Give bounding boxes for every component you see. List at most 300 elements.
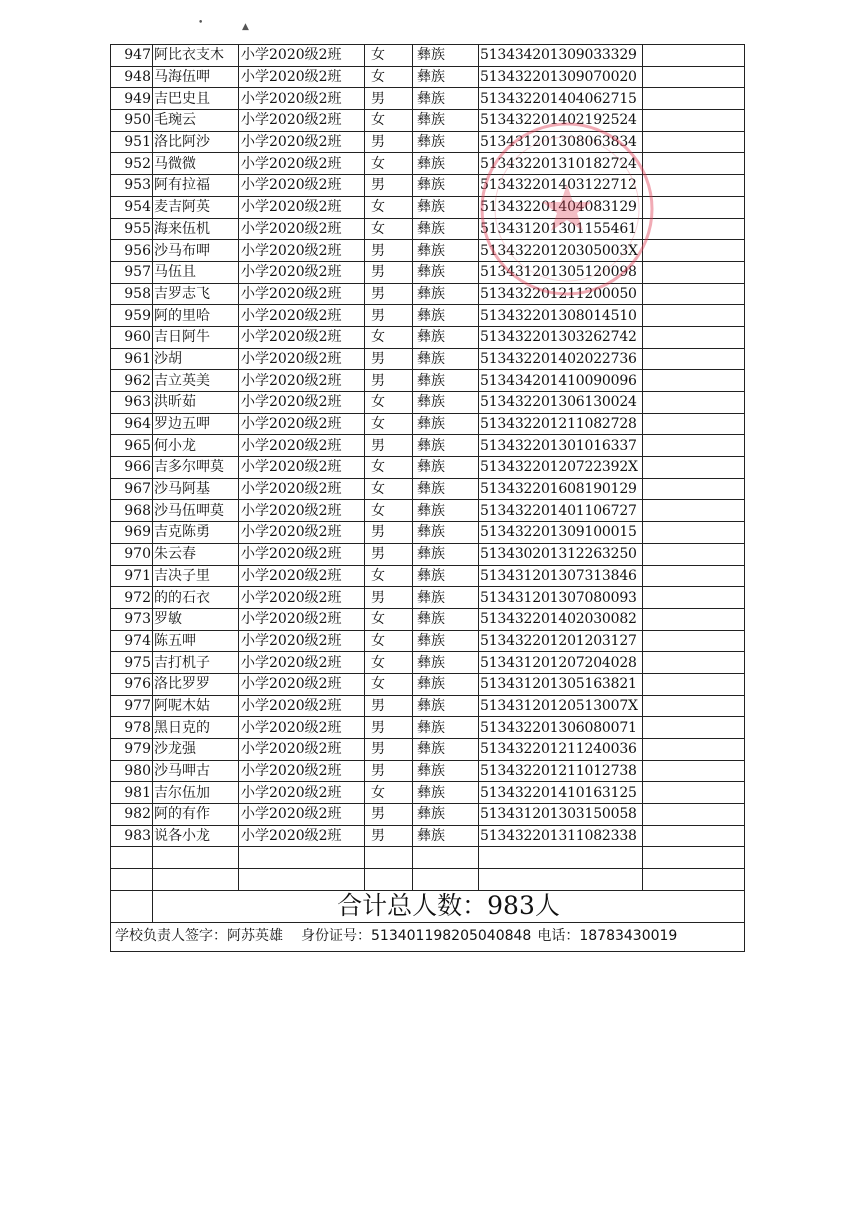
id-number-cell: 513432201309100015 (479, 522, 643, 544)
gender-cell: 男 (365, 587, 413, 609)
signature-row (111, 922, 745, 951)
student-name-cell: 阿比衣支木 (153, 45, 239, 67)
gender-cell: 男 (365, 825, 413, 847)
row-number-cell: 956 (111, 240, 153, 262)
id-number-cell: 513432201403122712 (479, 175, 643, 197)
ethnicity-cell: 彝族 (413, 218, 479, 240)
row-number-cell: 975 (111, 652, 153, 674)
empty-cell (643, 175, 745, 197)
roster-body (111, 45, 745, 891)
gender-cell: 男 (365, 543, 413, 565)
id-number-cell: 513434201410090096 (479, 370, 643, 392)
gender-cell: 男 (365, 240, 413, 262)
row-number-cell: 957 (111, 261, 153, 283)
row-number-cell: 970 (111, 543, 153, 565)
ethnicity-cell: 彝族 (413, 305, 479, 327)
row-number-cell: 982 (111, 804, 153, 826)
id-number-cell: 513432201308014510 (479, 305, 643, 327)
ethnicity-cell: 彝族 (413, 630, 479, 652)
student-roster-table (110, 44, 745, 952)
gender-cell: 男 (365, 739, 413, 761)
empty-cell (643, 673, 745, 695)
gender-cell: 男 (365, 88, 413, 110)
student-name-cell: 海来伍机 (153, 218, 239, 240)
empty-cell (239, 847, 365, 869)
table-row (111, 131, 745, 153)
empty-cell (643, 392, 745, 414)
id-number-cell: 513432201211200050 (479, 283, 643, 305)
empty-cell (643, 478, 745, 500)
student-name-cell: 沙马呷古 (153, 760, 239, 782)
gender-cell: 男 (365, 760, 413, 782)
gender-cell: 男 (365, 305, 413, 327)
ethnicity-cell: 彝族 (413, 413, 479, 435)
student-name-cell: 沙马伍呷莫 (153, 500, 239, 522)
ethnicity-cell: 彝族 (413, 392, 479, 414)
gender-cell: 男 (365, 131, 413, 153)
table-row (111, 196, 745, 218)
student-name-cell: 马伍且 (153, 261, 239, 283)
empty-cell (643, 348, 745, 370)
ethnicity-cell: 彝族 (413, 261, 479, 283)
empty-cell (413, 847, 479, 869)
class-name-cell: 小学2020级2班 (239, 565, 365, 587)
blank-row (111, 847, 745, 869)
row-number-cell: 969 (111, 522, 153, 544)
row-number-cell: 983 (111, 825, 153, 847)
id-number-cell: 513431201307313846 (479, 565, 643, 587)
row-number-cell: 948 (111, 66, 153, 88)
table-row (111, 45, 745, 67)
total-count-cell (153, 890, 745, 922)
student-name-cell: 吉立英美 (153, 370, 239, 392)
gender-cell: 女 (365, 66, 413, 88)
table-row (111, 478, 745, 500)
gender-cell: 女 (365, 630, 413, 652)
table-row (111, 457, 745, 479)
row-number-cell: 951 (111, 131, 153, 153)
id-number-cell: 513434201309033329 (479, 45, 643, 67)
gender-cell: 女 (365, 392, 413, 414)
ethnicity-cell: 彝族 (413, 478, 479, 500)
gender-cell: 女 (365, 218, 413, 240)
empty-cell (479, 869, 643, 891)
table-row (111, 435, 745, 457)
ethnicity-cell: 彝族 (413, 695, 479, 717)
empty-cell (643, 587, 745, 609)
empty-cell (643, 45, 745, 67)
empty-cell (239, 869, 365, 891)
ethnicity-cell: 彝族 (413, 522, 479, 544)
class-name-cell: 小学2020级2班 (239, 283, 365, 305)
gender-cell: 女 (365, 782, 413, 804)
class-name-cell: 小学2020级2班 (239, 825, 365, 847)
id-number-cell: 513432201303262742 (479, 326, 643, 348)
row-number-cell: 973 (111, 608, 153, 630)
table-row (111, 413, 745, 435)
empty-cell (643, 608, 745, 630)
id-number-cell: 513432201402192524 (479, 110, 643, 132)
gender-cell: 女 (365, 110, 413, 132)
signature-cell (111, 922, 745, 951)
student-name-cell: 马微微 (153, 153, 239, 175)
empty-cell (643, 305, 745, 327)
empty-cell (643, 88, 745, 110)
table-row (111, 543, 745, 565)
student-name-cell: 吉多尔呷莫 (153, 457, 239, 479)
ethnicity-cell: 彝族 (413, 370, 479, 392)
class-name-cell: 小学2020级2班 (239, 131, 365, 153)
empty-cell (643, 261, 745, 283)
class-name-cell: 小学2020级2班 (239, 392, 365, 414)
blank-row (111, 869, 745, 891)
empty-cell (479, 847, 643, 869)
student-name-cell: 沙胡 (153, 348, 239, 370)
ethnicity-cell: 彝族 (413, 804, 479, 826)
id-number-cell: 513430201312263250 (479, 543, 643, 565)
id-number-cell: 513431201307080093 (479, 587, 643, 609)
row-number-cell: 953 (111, 175, 153, 197)
student-name-cell: 吉巴史且 (153, 88, 239, 110)
id-number-cell: 513432201404062715 (479, 88, 643, 110)
student-name-cell: 的的石衣 (153, 587, 239, 609)
empty-cell (643, 695, 745, 717)
gender-cell: 女 (365, 326, 413, 348)
class-name-cell: 小学2020级2班 (239, 218, 365, 240)
table-row (111, 825, 745, 847)
table-row (111, 66, 745, 88)
student-name-cell: 洛比阿沙 (153, 131, 239, 153)
class-name-cell: 小学2020级2班 (239, 175, 365, 197)
class-name-cell: 小学2020级2班 (239, 370, 365, 392)
class-name-cell: 小学2020级2班 (239, 305, 365, 327)
class-name-cell: 小学2020级2班 (239, 326, 365, 348)
table-row (111, 673, 745, 695)
table-row (111, 240, 745, 262)
empty-cell (365, 847, 413, 869)
table-row (111, 392, 745, 414)
table-row (111, 587, 745, 609)
gender-cell: 男 (365, 717, 413, 739)
id-value: 513401198205040848 (371, 928, 532, 945)
gender-cell: 女 (365, 608, 413, 630)
id-number-cell: 513432201306130024 (479, 392, 643, 414)
class-name-cell: 小学2020级2班 (239, 587, 365, 609)
table-row (111, 110, 745, 132)
scan-artifact-mark: • (198, 18, 204, 28)
empty-cell (643, 435, 745, 457)
ethnicity-cell: 彝族 (413, 457, 479, 479)
id-number-cell: 513432201410163125 (479, 782, 643, 804)
student-name-cell: 说各小龙 (153, 825, 239, 847)
id-number-cell: 513432201211082728 (479, 413, 643, 435)
empty-cell (643, 739, 745, 761)
table-row (111, 218, 745, 240)
ethnicity-cell: 彝族 (413, 283, 479, 305)
student-name-cell: 马海伍呷 (153, 66, 239, 88)
gender-cell: 男 (365, 261, 413, 283)
empty-cell (643, 196, 745, 218)
class-name-cell: 小学2020级2班 (239, 673, 365, 695)
table-row (111, 88, 745, 110)
student-name-cell: 吉克陈勇 (153, 522, 239, 544)
class-name-cell: 小学2020级2班 (239, 240, 365, 262)
student-name-cell: 吉日阿牛 (153, 326, 239, 348)
class-name-cell: 小学2020级2班 (239, 804, 365, 826)
table-row (111, 739, 745, 761)
ethnicity-cell: 彝族 (413, 608, 479, 630)
ethnicity-cell: 彝族 (413, 825, 479, 847)
student-name-cell: 麦吉阿英 (153, 196, 239, 218)
row-number-cell: 960 (111, 326, 153, 348)
table-row (111, 305, 745, 327)
row-number-cell: 949 (111, 88, 153, 110)
ethnicity-cell: 彝族 (413, 240, 479, 262)
id-number-cell: 513431201305120098 (479, 261, 643, 283)
id-number-cell: 51343120120513007X (479, 695, 643, 717)
table-row (111, 175, 745, 197)
empty-cell (643, 869, 745, 891)
student-name-cell: 朱云春 (153, 543, 239, 565)
empty-cell (643, 66, 745, 88)
row-number-cell: 959 (111, 305, 153, 327)
ethnicity-cell: 彝族 (413, 587, 479, 609)
id-number-cell: 513432201401106727 (479, 500, 643, 522)
empty-cell (643, 457, 745, 479)
student-name-cell: 阿呢木姑 (153, 695, 239, 717)
class-name-cell: 小学2020级2班 (239, 739, 365, 761)
ethnicity-cell: 彝族 (413, 717, 479, 739)
class-name-cell: 小学2020级2班 (239, 110, 365, 132)
ethnicity-cell: 彝族 (413, 110, 479, 132)
gender-cell: 男 (365, 283, 413, 305)
ethnicity-cell: 彝族 (413, 565, 479, 587)
row-number-cell: 950 (111, 110, 153, 132)
gender-cell: 男 (365, 370, 413, 392)
class-name-cell: 小学2020级2班 (239, 500, 365, 522)
id-number-cell: 513432201608190129 (479, 478, 643, 500)
ethnicity-cell: 彝族 (413, 500, 479, 522)
row-number-cell: 961 (111, 348, 153, 370)
table-row (111, 782, 745, 804)
id-number-cell: 513432201311082338 (479, 825, 643, 847)
empty-cell (111, 847, 153, 869)
row-number-cell: 976 (111, 673, 153, 695)
empty-cell (643, 218, 745, 240)
phone-label: 电话： (537, 928, 580, 945)
student-name-cell: 吉决子里 (153, 565, 239, 587)
phone-value: 18783430019 (579, 928, 678, 945)
empty-cell (643, 110, 745, 132)
empty-cell (413, 869, 479, 891)
id-label: 身份证号： (301, 928, 371, 945)
empty-cell (153, 869, 239, 891)
class-name-cell: 小学2020级2班 (239, 608, 365, 630)
student-name-cell: 黑日克的 (153, 717, 239, 739)
empty-cell (643, 153, 745, 175)
gender-cell: 女 (365, 673, 413, 695)
class-name-cell: 小学2020级2班 (239, 457, 365, 479)
id-number-cell: 513431201303150058 (479, 804, 643, 826)
gender-cell: 女 (365, 196, 413, 218)
table-row (111, 348, 745, 370)
table-row (111, 326, 745, 348)
row-number-cell: 966 (111, 457, 153, 479)
student-name-cell: 洛比罗罗 (153, 673, 239, 695)
class-name-cell: 小学2020级2班 (239, 88, 365, 110)
id-number-cell: 513432201310182724 (479, 153, 643, 175)
table-row (111, 283, 745, 305)
empty-cell (643, 240, 745, 262)
id-number-cell: 513432201211012738 (479, 760, 643, 782)
row-number-cell: 965 (111, 435, 153, 457)
row-number-cell: 958 (111, 283, 153, 305)
total-row-spacer (111, 890, 153, 922)
id-number-cell: 513431201207204028 (479, 652, 643, 674)
id-number-cell: 513431201308063834 (479, 131, 643, 153)
id-number-cell: 513432201201203127 (479, 630, 643, 652)
empty-cell (643, 825, 745, 847)
class-name-cell: 小学2020级2班 (239, 695, 365, 717)
student-name-cell: 陈五呷 (153, 630, 239, 652)
row-number-cell: 967 (111, 478, 153, 500)
class-name-cell: 小学2020级2班 (239, 543, 365, 565)
empty-cell (643, 543, 745, 565)
row-number-cell: 974 (111, 630, 153, 652)
ethnicity-cell: 彝族 (413, 153, 479, 175)
gender-cell: 女 (365, 457, 413, 479)
student-name-cell: 罗边五呷 (153, 413, 239, 435)
empty-cell (643, 370, 745, 392)
row-number-cell: 978 (111, 717, 153, 739)
class-name-cell: 小学2020级2班 (239, 153, 365, 175)
id-number-cell: 513432201404083129 (479, 196, 643, 218)
empty-cell (365, 869, 413, 891)
student-name-cell: 阿的有作 (153, 804, 239, 826)
class-name-cell: 小学2020级2班 (239, 66, 365, 88)
ethnicity-cell: 彝族 (413, 326, 479, 348)
table-row (111, 522, 745, 544)
sign-label: 学校负责人签字： (115, 928, 227, 945)
empty-cell (643, 847, 745, 869)
id-number-cell: 51343220120722392X (479, 457, 643, 479)
total-label: 合计总人数： (337, 891, 488, 921)
gender-cell: 男 (365, 695, 413, 717)
empty-cell (153, 847, 239, 869)
gender-cell: 男 (365, 348, 413, 370)
empty-cell (643, 717, 745, 739)
row-number-cell: 952 (111, 153, 153, 175)
table-row (111, 695, 745, 717)
empty-cell (643, 326, 745, 348)
row-number-cell: 971 (111, 565, 153, 587)
id-number-cell: 513432201309070020 (479, 66, 643, 88)
row-number-cell: 963 (111, 392, 153, 414)
gender-cell: 男 (365, 175, 413, 197)
empty-cell (643, 283, 745, 305)
table-row (111, 261, 745, 283)
ethnicity-cell: 彝族 (413, 196, 479, 218)
class-name-cell: 小学2020级2班 (239, 717, 365, 739)
row-number-cell: 954 (111, 196, 153, 218)
table-row (111, 717, 745, 739)
empty-cell (643, 804, 745, 826)
class-name-cell: 小学2020级2班 (239, 478, 365, 500)
id-number-cell: 513432201301016337 (479, 435, 643, 457)
class-name-cell: 小学2020级2班 (239, 45, 365, 67)
row-number-cell: 955 (111, 218, 153, 240)
student-name-cell: 毛琬云 (153, 110, 239, 132)
empty-cell (643, 131, 745, 153)
row-number-cell: 962 (111, 370, 153, 392)
ethnicity-cell: 彝族 (413, 435, 479, 457)
table-row (111, 565, 745, 587)
student-name-cell: 吉罗志飞 (153, 283, 239, 305)
ethnicity-cell: 彝族 (413, 88, 479, 110)
table-row (111, 500, 745, 522)
ethnicity-cell: 彝族 (413, 131, 479, 153)
sign-name: 阿苏英雄 (227, 928, 283, 945)
class-name-cell: 小学2020级2班 (239, 630, 365, 652)
gender-cell: 女 (365, 500, 413, 522)
gender-cell: 男 (365, 522, 413, 544)
student-name-cell: 洪昕茹 (153, 392, 239, 414)
student-name-cell: 阿的里哈 (153, 305, 239, 327)
student-name-cell: 沙马布呷 (153, 240, 239, 262)
class-name-cell: 小学2020级2班 (239, 348, 365, 370)
row-number-cell: 964 (111, 413, 153, 435)
ethnicity-cell: 彝族 (413, 739, 479, 761)
row-number-cell: 981 (111, 782, 153, 804)
id-number-cell: 51343220120305003X (479, 240, 643, 262)
row-number-cell: 980 (111, 760, 153, 782)
class-name-cell: 小学2020级2班 (239, 522, 365, 544)
row-number-cell: 979 (111, 739, 153, 761)
ethnicity-cell: 彝族 (413, 348, 479, 370)
gender-cell: 女 (365, 652, 413, 674)
class-name-cell: 小学2020级2班 (239, 196, 365, 218)
id-number-cell: 513432201306080071 (479, 717, 643, 739)
gender-cell: 女 (365, 478, 413, 500)
table-row (111, 608, 745, 630)
gender-cell: 男 (365, 435, 413, 457)
table-row (111, 153, 745, 175)
ethnicity-cell: 彝族 (413, 673, 479, 695)
student-name-cell: 吉打机子 (153, 652, 239, 674)
student-name-cell: 沙马阿基 (153, 478, 239, 500)
ethnicity-cell: 彝族 (413, 652, 479, 674)
scan-artifact-mark: ▲ (242, 22, 249, 32)
id-number-cell: 513432201402030082 (479, 608, 643, 630)
student-name-cell: 罗敏 (153, 608, 239, 630)
gender-cell: 女 (365, 565, 413, 587)
empty-cell (643, 413, 745, 435)
row-number-cell: 947 (111, 45, 153, 67)
student-name-cell: 沙龙强 (153, 739, 239, 761)
id-number-cell: 513432201211240036 (479, 739, 643, 761)
table-row (111, 804, 745, 826)
class-name-cell: 小学2020级2班 (239, 261, 365, 283)
gender-cell: 男 (365, 804, 413, 826)
class-name-cell: 小学2020级2班 (239, 782, 365, 804)
empty-cell (643, 760, 745, 782)
ethnicity-cell: 彝族 (413, 543, 479, 565)
class-name-cell: 小学2020级2班 (239, 435, 365, 457)
gender-cell: 女 (365, 153, 413, 175)
ethnicity-cell: 彝族 (413, 175, 479, 197)
ethnicity-cell: 彝族 (413, 760, 479, 782)
student-name-cell: 何小龙 (153, 435, 239, 457)
